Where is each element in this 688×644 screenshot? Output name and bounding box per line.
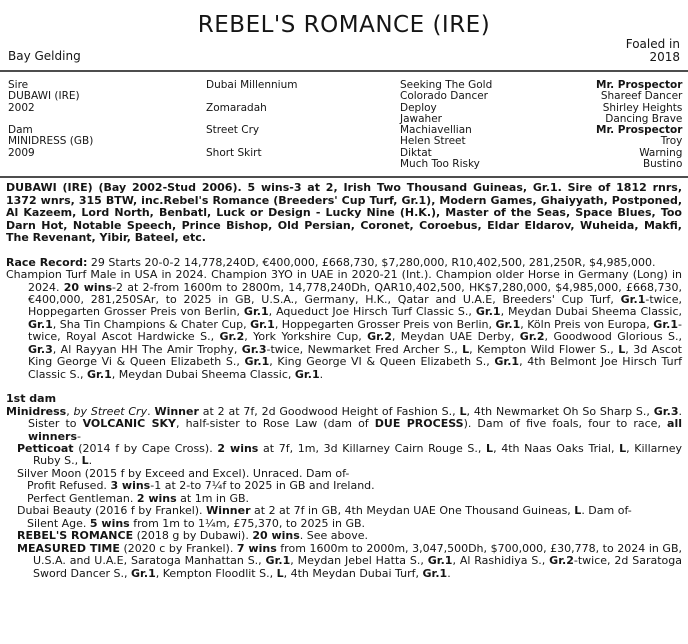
progeny-rebels-romance: REBEL'S ROMANCE (2018 g by Dubawi). 20 wins. See above. xyxy=(17,529,369,543)
subheader-row xyxy=(8,38,680,64)
subprogeny-perfect-gentleman: Perfect Gentleman. 2 wins at 1m in GB. xyxy=(27,491,250,505)
granddam-dam-side: Short Skirt xyxy=(206,146,262,159)
pedigree-gen4-7: Warning xyxy=(639,146,683,159)
grandsire-sire-side: Dubai Millennium xyxy=(206,79,298,91)
pedigree-gen3-7: Diktat xyxy=(400,146,432,159)
performance-summary-paragraph: Champion Turf Male in USA in 2024. Champion 3YO in UAE in 2020-21 (Int.). Champion older Horse in Germany (Long) in 2024. 20 wins-2 at 2-from 1600m to 2800m, 14,778,240Dh, QAR10,402,500, HK$7,280,000, $4,985,000, £668,730, €400,000, 281,250SAr, to 2025 in GB, U.S.A., Germany, H.K., Qatar and U.A.E, Breeders' Cup Turf, Gr.1-twice, Hoppegarten Grosser Preis von Berlin, Gr.1, Aqueduct Joe Hirsch Turf Classic S., Gr.1, Meydan Dubai Sheema Classic, Gr.1, Sha Tin Champions & Chater Cup, Gr.1, Hoppegarten Grosser Preis von Berlin, Gr.1, Köln Preis von Europa, Gr.1-twice, Royal Ascot Hardwicke S., Gr.2, York Yorkshire Cup, Gr.2, Meydan UAE Derby, Gr.2, Goodwood Glorious S., Gr.3, Al Rayyan HH The Amir Trophy, Gr.3-twice, Newmarket Fred Archer S., L, Kempton Wild Flower S., L, 3d Ascot King George Vi & Queen Elizabeth S., Gr.1, King George VI & Queen Elizabeth S., Gr.1, 4th Belmont Joe Hirsch Turf Classic S., Gr.1, Meydan Dubai Sheema Classic, Gr.1. xyxy=(6,268,682,381)
sex-colour-label: Bay Gelding xyxy=(8,49,81,63)
progeny-silver-moon: Silver Moon (2015 f by Exceed and Excel). Unraced. Dam of- xyxy=(17,466,350,480)
dam-year: 2009 xyxy=(8,146,35,159)
pedigree-spacer xyxy=(206,91,400,102)
pedigree-gen4-2: Shareef Dancer xyxy=(600,90,683,103)
pedigree-table xyxy=(0,72,688,174)
pedigree-col-parents xyxy=(8,80,206,170)
dam-name: MINIDRESS (GB) xyxy=(8,135,94,148)
sire-role-label: Sire xyxy=(8,79,29,91)
pedigree-col-grandparents xyxy=(206,80,400,170)
foaled-label: Foaled in xyxy=(625,37,680,51)
pedigree-gen3-8: Much Too Risky xyxy=(400,158,480,171)
race-record-paragraph: Race Record: 29 Starts 20-0-2 14,778,240D, €400,000, £668,730, $7,280,000, R10,402,500, 281,250R, $4,985,000. xyxy=(6,255,656,269)
pedigree-spacer xyxy=(8,159,206,170)
pedigree-gen3-1: Seeking The Gold xyxy=(400,79,493,91)
pedigree-gen3-3: Deploy xyxy=(400,101,437,114)
pedigree-gen3-6: Helen Street xyxy=(400,135,466,148)
pedigree-spacer xyxy=(206,159,400,170)
horse-name-title: REBEL'S ROMANCE (IRE) xyxy=(197,12,491,38)
pedigree-col-gen3 xyxy=(400,80,596,170)
subprogeny-profit-refused: Profit Refused. 3 wins-1 at 2-to 7¼f to 2025 in GB and Ireland. xyxy=(27,479,375,493)
progeny-petticoat: Petticoat (2014 f by Cape Cross). 2 wins at 7f, 1m, 3d Killarney Cairn Rouge S., L, 4th Naas Oaks Trial, L, Killarney Ruby S., L. xyxy=(17,441,682,468)
granddam-sire-side: Zomaradah xyxy=(206,101,267,114)
foaled-info xyxy=(626,38,680,64)
pedigree-gen4-4: Dancing Brave xyxy=(605,112,683,125)
sire-name: DUBAWI (IRE) xyxy=(8,90,80,103)
catalogue-body xyxy=(0,178,688,580)
pedigree-gen4-1: Mr. Prospector xyxy=(596,79,683,91)
pedigree-gen4-5: Mr. Prospector xyxy=(596,124,683,137)
page-header xyxy=(0,0,688,64)
pedigree-gen4-3: Shirley Heights xyxy=(602,101,683,114)
dam-role-label: Dam xyxy=(8,124,33,137)
pedigree-spacer xyxy=(8,114,206,125)
grandsire-dam-side: Street Cry xyxy=(206,124,260,137)
subprogeny-silent-age: Silent Age. 5 wins from 1m to 1¼m, £75,370, to 2025 in GB. xyxy=(27,516,366,530)
foaled-year: 2018 xyxy=(649,50,680,64)
pedigree-col-gen4 xyxy=(596,80,682,170)
sire-year: 2002 xyxy=(8,101,35,114)
first-dam-heading: 1st dam xyxy=(6,392,57,406)
pedigree-gen3-2: Colorado Dancer xyxy=(400,90,488,103)
progeny-dubai-beauty: Dubai Beauty (2016 f by Frankel). Winner at 2 at 7f in GB, 4th Meydan UAE One Thousand Guineas, L. Dam of- xyxy=(17,504,632,518)
sire-summary-paragraph: DUBAWI (IRE) (Bay 2002-Stud 2006). 5 wins-3 at 2, Irish Two Thousand Guineas, Gr.1. Sire of 1812 rnrs, 1372 wnrs, 315 BTW, inc.Rebel's Romance (Breeders' Cup Turf, Gr.1), Modern Games, Ghaiyyath, Postponed, Al Kazeem, Lord North, Benbatl, Luck or Design - Lucky Nine (H.K.), Master of the Seas, Space Blues, Too Darn Hot, Notable Speech, Prince Bishop, Old Persian, Coronet, Coroebus, Eldar Eldarov, Wuheida, Makfi, The Revenant, Yibir, Bateel, etc. xyxy=(6,181,682,245)
progeny-measured-time: MEASURED TIME (2020 c by Frankel). 7 wins from 1600m to 2000m, 3,047,500Dh, $700,000, £30,778, to 2024 in GB, U.S.A. and U.A.E, Saratoga Manhattan S., Gr.1, Meydan Jebel Hatta S., Gr.1, Al Rashidiya S., Gr.2-twice, 2d Saratoga Sword Dancer S., Gr.1, Kempton Floodlit S., L, 4th Meydan Dubai Turf, Gr.1. xyxy=(17,541,683,580)
first-dam-entry: Minidress, by Street Cry. Winner at 2 at 7f, 2d Goodwood Height of Fashion S., L, 4th Newmarket Oh So Sharp S., Gr.3. Sister to VOLCANIC SKY, half-sister to Rose Law (dam of DUE PROCESS). Dam of five foals, four to race, all winners- xyxy=(6,404,682,443)
pedigree-gen3-4: Jawaher xyxy=(400,112,442,125)
pedigree-gen4-6: Troy xyxy=(660,135,683,148)
pedigree-gen4-8: Bustino xyxy=(642,158,683,171)
pedigree-gen3-5: Machiavellian xyxy=(400,124,472,137)
